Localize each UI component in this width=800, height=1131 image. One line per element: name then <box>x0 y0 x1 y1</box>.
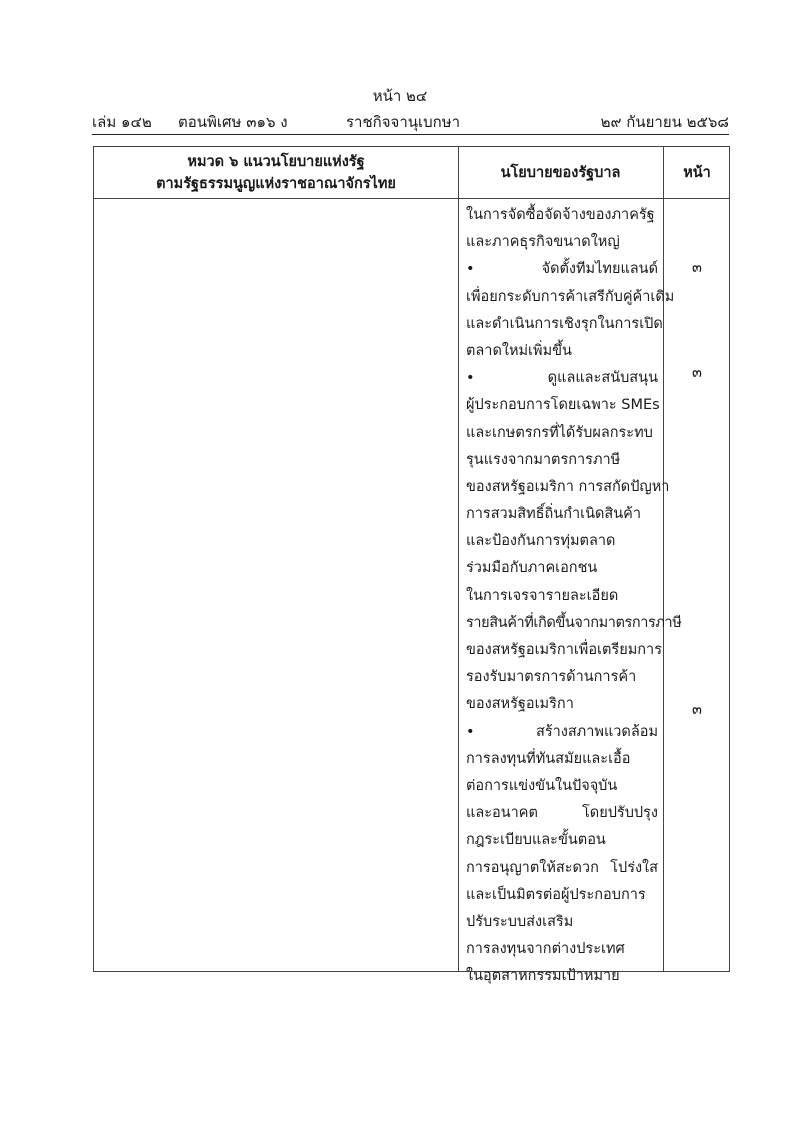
text-line: การสวมสิทธิ์ถิ่นกำเนิดสินค้า <box>466 506 642 523</box>
text-line: และป้องกันการทุ่มตลาด <box>466 533 616 550</box>
gazette-header <box>92 110 729 132</box>
text-line: การลงทุนจากต่างประเทศ <box>466 941 625 958</box>
volume-label: เล่ม ๑๔๒ <box>92 113 152 131</box>
text-line: การอนุญาตให้สะดวก โปร่งใส <box>466 859 658 876</box>
bullet-line: • สร้างสภาพแวดล้อม <box>466 723 658 740</box>
publication-date: ๒๙ กันยายน ๒๕๖๘ <box>600 113 729 131</box>
text-line: และภาคธุรกิจขนาดใหญ่ <box>466 234 620 251</box>
header-divider <box>94 198 729 199</box>
text-line: และดำเนินการเชิงรุกในการเปิด <box>466 315 663 332</box>
column-header-page: หน้า <box>683 164 711 181</box>
text-line: ในอุตสาหกรรมเป้าหมาย <box>466 968 620 985</box>
header-rule <box>92 134 729 135</box>
text-line: ของสหรัฐอเมริกา <box>466 696 574 713</box>
text-line: เพื่อยกระดับการค้าเสรีกับคู่ค้าเดิม <box>466 288 675 305</box>
text-line: การลงทุนที่ทันสมัยและเอื้อ <box>466 750 631 767</box>
page-reference: ๓ <box>692 365 702 381</box>
text-line: ตลาดใหม่เพิ่มขึ้น <box>466 342 572 359</box>
text-line: ต่อการแข่งขันในปัจจุบัน <box>466 777 618 794</box>
column-divider <box>458 147 459 971</box>
text-line: และเป็นมิตรต่อผู้ประกอบการ <box>466 886 646 903</box>
policy-text <box>466 202 682 990</box>
text-line: ของสหรัฐอเมริกา การสกัดปัญหา <box>466 478 670 495</box>
page-number: หน้า ๒๔ <box>372 87 428 105</box>
text-line: ปรับระบบส่งเสริม <box>466 913 574 930</box>
column-header-policy: นโยบายของรัฐบาล <box>500 164 621 181</box>
policy-table <box>93 146 730 985</box>
text-line: ในการจัดซื้อจัดจ้างของภาครัฐ <box>466 207 655 223</box>
text-line: และเกษตรกรที่ได้รับผลกระทบ <box>466 424 653 441</box>
text-line: กฎระเบียบและขั้นตอน <box>466 832 606 849</box>
text-line: รองรับมาตรการด้านการค้า <box>466 669 637 686</box>
text-line: รุนแรงจากมาตรการภาษี <box>466 451 621 468</box>
column-header-line: หมวด ๖ แนวนโยบายแห่งรัฐ <box>187 153 365 170</box>
text-line: ผู้ประกอบการโดยเฉพาะ SMEs <box>466 397 660 414</box>
issue-label: ตอนพิเศษ ๓๑๖ ง <box>178 113 288 131</box>
page-reference: ๓ <box>692 260 702 276</box>
page-reference: ๓ <box>692 702 702 718</box>
column-header-line: ตามรัฐธรรมนูญแห่งราชอาณาจักรไทย <box>156 175 396 192</box>
text-line: รายสินค้าที่เกิดขึ้นจากมาตรการภาษี <box>466 614 682 631</box>
text-line: และอนาคต โดยปรับปรุง <box>466 805 658 822</box>
text-line: ร่วมมือกับภาคเอกชน <box>466 560 598 577</box>
publication-name: ราชกิจจานุเบกษา <box>346 113 461 131</box>
bullet-line: • ดูแลและสนับสนุน <box>466 370 658 387</box>
text-line: ในการเจรจารายละเอียด <box>466 587 619 604</box>
column-header-constitution <box>94 147 458 198</box>
bullet-line: • จัดตั้งทีมไทยแลนด์ <box>466 261 658 278</box>
text-line: ของสหรัฐอเมริกาเพื่อเตรียมการ <box>466 642 662 658</box>
